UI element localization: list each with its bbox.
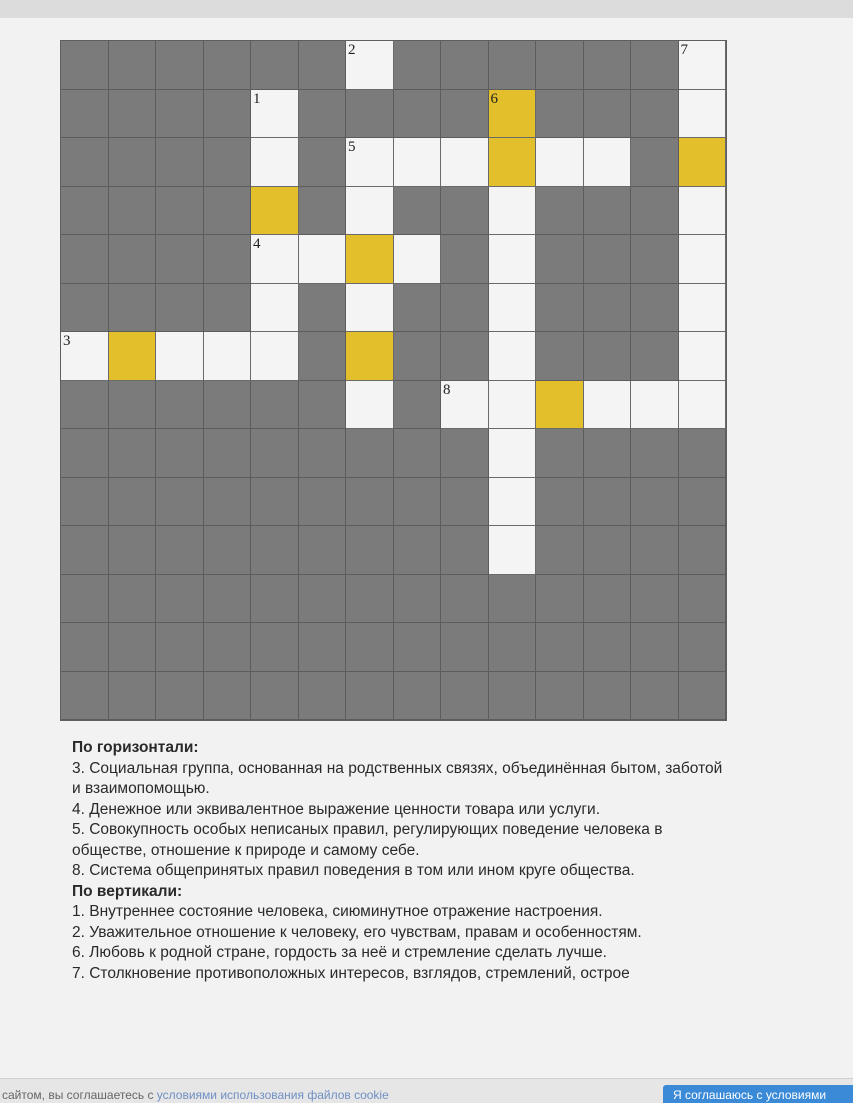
grid-cell-blocked bbox=[441, 623, 489, 672]
grid-cell-blocked bbox=[61, 526, 109, 575]
down-heading: По вертикали: bbox=[72, 882, 183, 900]
cookie-text-start: сайтом, вы соглашаетесь с bbox=[2, 1088, 157, 1102]
grid-cell-blocked bbox=[109, 41, 157, 90]
grid-cell-blocked bbox=[536, 623, 584, 672]
grid-cell-blocked bbox=[204, 623, 252, 672]
grid-cell-blocked bbox=[156, 526, 204, 575]
clue-number: 3 bbox=[63, 333, 71, 349]
grid-cell-blocked bbox=[441, 41, 489, 90]
grid-cell-letter[interactable] bbox=[489, 381, 537, 430]
grid-cell-letter[interactable] bbox=[631, 381, 679, 430]
grid-cell-blocked bbox=[679, 672, 727, 721]
grid-cell-letter[interactable] bbox=[489, 478, 537, 527]
grid-cell-blocked bbox=[631, 526, 679, 575]
top-strip bbox=[0, 0, 853, 18]
grid-cell-blocked bbox=[441, 284, 489, 333]
grid-cell-letter[interactable] bbox=[251, 284, 299, 333]
grid-cell-blocked bbox=[394, 429, 442, 478]
clue-down-1: 1. Внутреннее состояние человека, сиюминутное отражение настроения. bbox=[72, 903, 603, 920]
grid-cell-blocked bbox=[631, 575, 679, 624]
grid-cell-blocked bbox=[536, 575, 584, 624]
grid-cell-blocked bbox=[536, 90, 584, 139]
grid-cell-blocked bbox=[61, 478, 109, 527]
grid-cell-blocked bbox=[679, 478, 727, 527]
grid-cell-blocked bbox=[489, 41, 537, 90]
grid-cell-letter[interactable] bbox=[346, 381, 394, 430]
grid-cell-blocked bbox=[631, 187, 679, 236]
grid-cell-letter[interactable] bbox=[251, 235, 299, 284]
grid-cell-blocked bbox=[156, 381, 204, 430]
grid-cell-blocked bbox=[109, 90, 157, 139]
grid-cell-blocked bbox=[204, 478, 252, 527]
grid-cell-blocked bbox=[204, 90, 252, 139]
grid-cell-blocked bbox=[584, 187, 632, 236]
clues-section bbox=[72, 738, 732, 984]
grid-cell-blocked bbox=[489, 575, 537, 624]
grid-cell-letter[interactable] bbox=[394, 235, 442, 284]
cookie-text bbox=[2, 1088, 389, 1102]
grid-cell-blocked bbox=[536, 526, 584, 575]
grid-cell-blocked bbox=[156, 672, 204, 721]
clue-number: 6 bbox=[490, 90, 498, 107]
grid-cell-letter[interactable] bbox=[346, 41, 394, 90]
grid-cell-blocked bbox=[204, 41, 252, 90]
grid-cell-blocked bbox=[441, 429, 489, 478]
cookie-banner bbox=[0, 1078, 853, 1103]
grid-cell-blocked bbox=[584, 575, 632, 624]
grid-cell-blocked bbox=[251, 429, 299, 478]
grid-cell-letter[interactable] bbox=[584, 138, 632, 187]
grid-cell-blocked bbox=[584, 623, 632, 672]
grid-cell-letter[interactable] bbox=[679, 187, 727, 236]
grid-cell-blocked bbox=[156, 235, 204, 284]
grid-cell-blocked bbox=[61, 672, 109, 721]
grid-cell-letter[interactable] bbox=[489, 235, 537, 284]
across-heading: По горизонтали: bbox=[72, 739, 199, 756]
grid-cell-blocked bbox=[679, 429, 727, 478]
grid-cell-blocked bbox=[394, 672, 442, 721]
grid-cell-blocked bbox=[441, 478, 489, 527]
grid-cell-blocked bbox=[536, 478, 584, 527]
grid-cell-blocked bbox=[394, 90, 442, 139]
grid-cell-blocked bbox=[61, 187, 109, 236]
grid-cell-blocked bbox=[204, 672, 252, 721]
grid-cell-blocked bbox=[109, 672, 157, 721]
grid-cell-blocked bbox=[109, 138, 157, 187]
grid-cell-blocked bbox=[631, 478, 679, 527]
grid-cell-blocked bbox=[584, 41, 632, 90]
grid-cell-highlight[interactable] bbox=[489, 138, 537, 187]
grid-cell-blocked bbox=[109, 235, 157, 284]
grid-cell-blocked bbox=[584, 478, 632, 527]
grid-cell-blocked bbox=[679, 526, 727, 575]
grid-cell-blocked bbox=[536, 672, 584, 721]
grid-cell-letter[interactable] bbox=[251, 138, 299, 187]
grid-cell-blocked bbox=[536, 429, 584, 478]
grid-cell-highlight[interactable] bbox=[536, 381, 584, 430]
grid-cell-blocked bbox=[156, 429, 204, 478]
grid-cell-blocked bbox=[299, 332, 347, 381]
grid-cell-blocked bbox=[299, 575, 347, 624]
grid-cell-blocked bbox=[631, 672, 679, 721]
grid-cell-blocked bbox=[631, 429, 679, 478]
grid-cell-blocked bbox=[299, 623, 347, 672]
grid-cell-letter[interactable] bbox=[346, 284, 394, 333]
grid-cell-letter[interactable] bbox=[679, 284, 727, 333]
grid-cell-blocked bbox=[61, 138, 109, 187]
grid-cell-letter[interactable] bbox=[441, 381, 489, 430]
grid-cell-blocked bbox=[156, 90, 204, 139]
grid-cell-blocked bbox=[584, 526, 632, 575]
grid-cell-blocked bbox=[441, 187, 489, 236]
grid-cell-blocked bbox=[251, 41, 299, 90]
grid-cell-blocked bbox=[584, 90, 632, 139]
grid-cell-letter[interactable] bbox=[679, 235, 727, 284]
grid-cell-blocked bbox=[156, 187, 204, 236]
grid-cell-blocked bbox=[109, 575, 157, 624]
grid-cell-letter[interactable] bbox=[489, 284, 537, 333]
grid-cell-blocked bbox=[631, 332, 679, 381]
cookie-accept-button[interactable]: Я соглашаюсь с условиями bbox=[663, 1085, 853, 1103]
grid-cell-blocked bbox=[204, 284, 252, 333]
grid-cell-letter[interactable] bbox=[679, 381, 727, 430]
grid-cell-blocked bbox=[61, 90, 109, 139]
grid-cell-letter[interactable] bbox=[394, 138, 442, 187]
grid-cell-blocked bbox=[489, 623, 537, 672]
grid-cell-blocked bbox=[394, 187, 442, 236]
clue-across-8: 8. Система общепринятых правил поведения в том или ином круге общества. bbox=[72, 862, 635, 879]
grid-cell-blocked bbox=[156, 41, 204, 90]
grid-cell-blocked bbox=[631, 623, 679, 672]
grid-cell-blocked bbox=[536, 235, 584, 284]
grid-cell-highlight[interactable] bbox=[109, 332, 157, 381]
grid-cell-letter[interactable] bbox=[346, 138, 394, 187]
grid-cell-blocked bbox=[631, 90, 679, 139]
clue-down-7: 7. Столкновение противоположных интересов, взглядов, стремлений, острое bbox=[72, 964, 630, 982]
grid-cell-letter[interactable] bbox=[346, 187, 394, 236]
grid-cell-blocked bbox=[584, 672, 632, 721]
clue-across-4: 4. Денежное или эквивалентное выражение ценности товара или услуги. bbox=[72, 800, 600, 818]
clue-across-5: 5. Совокупность особых неписаных правил, регулирующих поведение человека в обществе, отношение к природе и самому себе. bbox=[72, 821, 663, 859]
grid-cell-blocked bbox=[156, 623, 204, 672]
grid-cell-blocked bbox=[109, 187, 157, 236]
grid-cell-letter[interactable] bbox=[489, 187, 537, 236]
grid-cell-blocked bbox=[61, 575, 109, 624]
grid-cell-blocked bbox=[109, 381, 157, 430]
grid-cell-blocked bbox=[584, 332, 632, 381]
grid-cell-blocked bbox=[394, 381, 442, 430]
grid-cell-letter[interactable] bbox=[679, 332, 727, 381]
grid-cell-blocked bbox=[204, 235, 252, 284]
grid-cell-letter[interactable] bbox=[251, 90, 299, 139]
grid-cell-blocked bbox=[346, 90, 394, 139]
grid-cell-letter[interactable] bbox=[251, 332, 299, 381]
grid-cell-letter[interactable] bbox=[536, 138, 584, 187]
grid-cell-letter[interactable] bbox=[204, 332, 252, 381]
grid-cell-blocked bbox=[394, 41, 442, 90]
grid-cell-letter[interactable] bbox=[299, 235, 347, 284]
grid-cell-blocked bbox=[61, 623, 109, 672]
grid-cell-blocked bbox=[299, 284, 347, 333]
grid-cell-blocked bbox=[394, 478, 442, 527]
grid-cell-blocked bbox=[394, 623, 442, 672]
clue-number: 5 bbox=[348, 139, 356, 155]
grid-cell-blocked bbox=[346, 575, 394, 624]
grid-cell-blocked bbox=[109, 284, 157, 333]
clue-number: 7 bbox=[680, 42, 688, 58]
grid-cell-blocked bbox=[204, 138, 252, 187]
grid-cell-blocked bbox=[631, 284, 679, 333]
grid-cell-blocked bbox=[61, 429, 109, 478]
grid-cell-blocked bbox=[346, 478, 394, 527]
grid-cell-blocked bbox=[346, 623, 394, 672]
clue-down-6: 6. Любовь к родной стране, гордость за неё и стремление сделать лучше. bbox=[72, 944, 607, 961]
grid-cell-blocked bbox=[204, 381, 252, 430]
grid-cell-blocked bbox=[156, 284, 204, 333]
grid-cell-blocked bbox=[441, 526, 489, 575]
grid-cell-blocked bbox=[299, 138, 347, 187]
grid-cell-blocked bbox=[156, 575, 204, 624]
grid-cell-highlight[interactable] bbox=[346, 235, 394, 284]
grid-cell-blocked bbox=[109, 526, 157, 575]
grid-cell-blocked bbox=[679, 623, 727, 672]
grid-cell-blocked bbox=[61, 235, 109, 284]
grid-cell-blocked bbox=[251, 575, 299, 624]
grid-cell-blocked bbox=[441, 575, 489, 624]
crossword-grid bbox=[60, 40, 727, 721]
grid-cell-highlight[interactable] bbox=[679, 138, 727, 187]
grid-cell-blocked bbox=[441, 90, 489, 139]
grid-cell-letter[interactable] bbox=[489, 526, 537, 575]
page-content bbox=[0, 18, 853, 1078]
grid-cell-blocked bbox=[299, 526, 347, 575]
grid-cell-blocked bbox=[536, 284, 584, 333]
grid-cell-blocked bbox=[204, 526, 252, 575]
grid-cell-blocked bbox=[204, 575, 252, 624]
grid-cell-letter[interactable] bbox=[489, 429, 537, 478]
grid-cell-blocked bbox=[394, 332, 442, 381]
grid-cell-blocked bbox=[584, 284, 632, 333]
grid-cell-blocked bbox=[251, 478, 299, 527]
grid-cell-blocked bbox=[299, 429, 347, 478]
grid-cell-blocked bbox=[251, 526, 299, 575]
grid-cell-blocked bbox=[584, 235, 632, 284]
grid-cell-blocked bbox=[61, 41, 109, 90]
grid-cell-blocked bbox=[299, 41, 347, 90]
grid-cell-letter[interactable] bbox=[679, 41, 727, 90]
grid-cell-blocked bbox=[204, 187, 252, 236]
clue-number: 8 bbox=[443, 381, 451, 398]
grid-cell-letter[interactable] bbox=[584, 381, 632, 430]
clue-across-3: 3. Социальная группа, основанная на родственных связях, объединённая бытом, заботой и взаимопомощью. bbox=[72, 759, 723, 797]
grid-cell-blocked bbox=[251, 381, 299, 430]
grid-cell-blocked bbox=[251, 672, 299, 721]
grid-cell-blocked bbox=[489, 672, 537, 721]
grid-cell-blocked bbox=[441, 672, 489, 721]
grid-cell-blocked bbox=[631, 41, 679, 90]
grid-cell-blocked bbox=[584, 429, 632, 478]
grid-cell-blocked bbox=[299, 478, 347, 527]
cookie-policy-link[interactable]: условиями использования файлов cookie bbox=[156, 1088, 389, 1102]
grid-cell-blocked bbox=[441, 235, 489, 284]
grid-cell-letter[interactable] bbox=[679, 90, 727, 139]
clue-number: 4 bbox=[253, 236, 261, 252]
grid-cell-blocked bbox=[631, 138, 679, 187]
grid-cell-blocked bbox=[441, 332, 489, 381]
grid-cell-blocked bbox=[346, 526, 394, 575]
grid-cell-highlight[interactable] bbox=[346, 332, 394, 381]
clue-down-2: 2. Уважительное отношение к человеку, его чувствам, правам и особенностям. bbox=[72, 923, 642, 941]
grid-cell-highlight[interactable] bbox=[251, 187, 299, 236]
grid-cell-blocked bbox=[109, 429, 157, 478]
grid-cell-blocked bbox=[536, 41, 584, 90]
grid-cell-blocked bbox=[61, 381, 109, 430]
grid-cell-highlight[interactable] bbox=[489, 90, 537, 139]
grid-cell-letter[interactable] bbox=[489, 332, 537, 381]
grid-cell-letter[interactable] bbox=[156, 332, 204, 381]
grid-cell-blocked bbox=[251, 623, 299, 672]
grid-cell-blocked bbox=[299, 381, 347, 430]
grid-cell-blocked bbox=[204, 429, 252, 478]
clue-number: 1 bbox=[253, 90, 261, 107]
grid-cell-blocked bbox=[61, 284, 109, 333]
grid-cell-blocked bbox=[156, 478, 204, 527]
grid-cell-letter[interactable] bbox=[61, 332, 109, 381]
grid-cell-blocked bbox=[536, 187, 584, 236]
grid-cell-blocked bbox=[299, 672, 347, 721]
grid-cell-blocked bbox=[394, 284, 442, 333]
grid-cell-blocked bbox=[394, 575, 442, 624]
grid-cell-blocked bbox=[536, 332, 584, 381]
grid-cell-blocked bbox=[109, 478, 157, 527]
grid-cell-blocked bbox=[346, 672, 394, 721]
grid-cell-blocked bbox=[394, 526, 442, 575]
grid-cell-blocked bbox=[346, 429, 394, 478]
clue-number: 2 bbox=[348, 42, 356, 58]
grid-cell-blocked bbox=[156, 138, 204, 187]
grid-cell-blocked bbox=[109, 623, 157, 672]
grid-cell-letter[interactable] bbox=[441, 138, 489, 187]
grid-cell-blocked bbox=[299, 187, 347, 236]
grid-cell-blocked bbox=[299, 90, 347, 139]
grid-cell-blocked bbox=[631, 235, 679, 284]
grid-cell-blocked bbox=[679, 575, 727, 624]
